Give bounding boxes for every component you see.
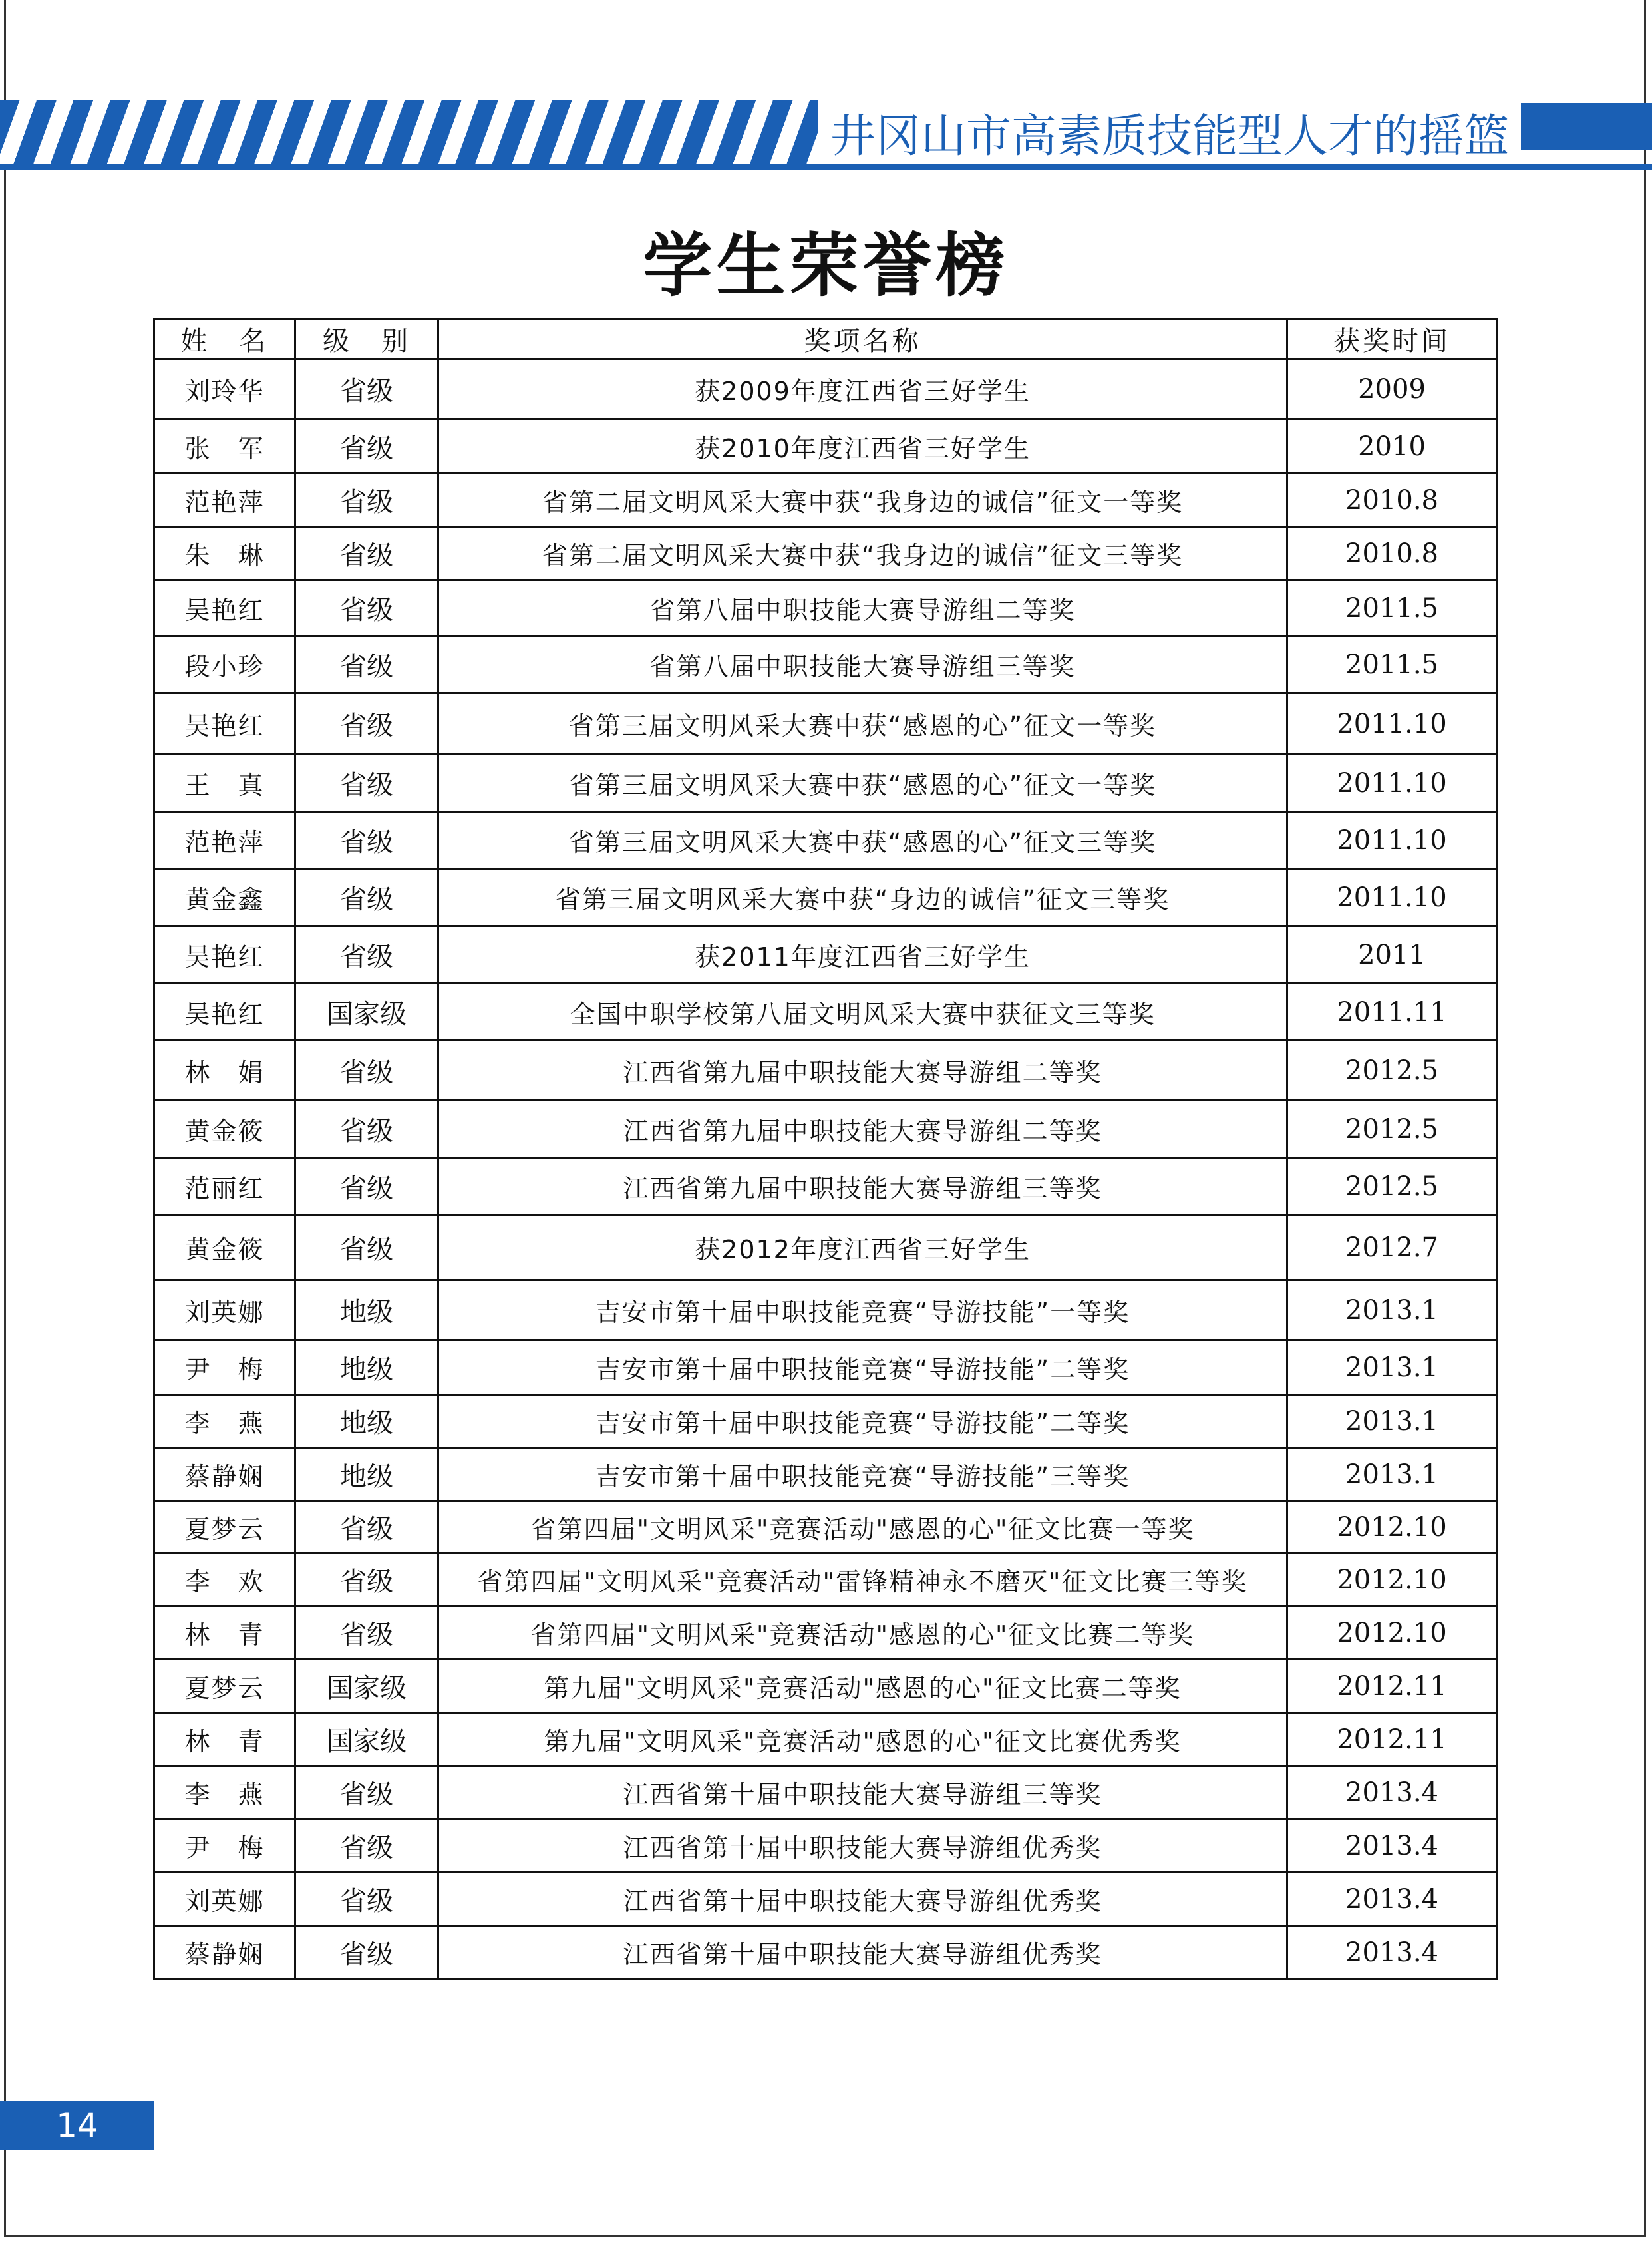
cell-award: 省第四届"文明风采"竞赛活动"雷锋精神永不磨灭"征文比赛三等奖 [438, 1553, 1287, 1606]
cell-name: 范艳萍 [154, 812, 295, 869]
cell-award: 吉安市第十届中职技能竞赛“导游技能”一等奖 [438, 1280, 1287, 1340]
cell-year: 2010 [1287, 419, 1497, 474]
table-row [154, 1280, 1497, 1340]
cell-year: 2012.5 [1287, 1158, 1497, 1215]
cell-year: 2012.11 [1287, 1713, 1497, 1766]
cell-name: 蔡静娴 [154, 1448, 295, 1501]
table-row [154, 527, 1497, 580]
cell-year: 2012.5 [1287, 1101, 1497, 1158]
cell-award: 江西省第十届中职技能大赛导游组优秀奖 [438, 1873, 1287, 1926]
table-header-row [154, 319, 1497, 359]
cell-award: 省第三届文明风采大赛中获“感恩的心”征文一等奖 [438, 693, 1287, 755]
cell-level: 省级 [295, 636, 438, 693]
table-row [154, 869, 1497, 926]
table-row [154, 1158, 1497, 1215]
cell-award: 省第二届文明风采大赛中获“我身边的诚信”征文一等奖 [438, 474, 1287, 527]
table-row [154, 1448, 1497, 1501]
table-row [154, 1926, 1497, 1979]
column-header-year: 获奖时间 [1287, 319, 1497, 359]
table-row [154, 636, 1497, 693]
table-row [154, 1340, 1497, 1395]
cell-level: 省级 [295, 926, 438, 984]
cell-name: 吴艳红 [154, 926, 295, 984]
column-header-name: 姓 名 [154, 319, 295, 359]
cell-name: 朱 琳 [154, 527, 295, 580]
table-row [154, 1501, 1497, 1553]
cell-award: 吉安市第十届中职技能竞赛“导游技能”三等奖 [438, 1448, 1287, 1501]
table-row [154, 755, 1497, 812]
cell-name: 刘玲华 [154, 359, 295, 419]
cell-year: 2010.8 [1287, 474, 1497, 527]
cell-level: 省级 [295, 419, 438, 474]
column-header-award: 奖项名称 [438, 319, 1287, 359]
cell-name: 吴艳红 [154, 580, 295, 636]
cell-year: 2011.10 [1287, 869, 1497, 926]
cell-year: 2013.4 [1287, 1873, 1497, 1926]
table-row [154, 1395, 1497, 1448]
cell-award: 江西省第十届中职技能大赛导游组优秀奖 [438, 1926, 1287, 1979]
cell-year: 2013.1 [1287, 1395, 1497, 1448]
cell-name: 林 娟 [154, 1041, 295, 1101]
cell-name: 尹 梅 [154, 1819, 295, 1873]
table-row [154, 1041, 1497, 1101]
cell-name: 吴艳红 [154, 693, 295, 755]
cell-year: 2013.1 [1287, 1280, 1497, 1340]
cell-name: 李 欢 [154, 1553, 295, 1606]
cell-award: 江西省第十届中职技能大赛导游组三等奖 [438, 1766, 1287, 1819]
cell-award: 全国中职学校第八届文明风采大赛中获征文三等奖 [438, 984, 1287, 1041]
cell-level: 省级 [295, 1501, 438, 1553]
header-stripe-band [0, 100, 822, 165]
cell-award: 获2011年度江西省三好学生 [438, 926, 1287, 984]
cell-level: 国家级 [295, 984, 438, 1041]
cell-name: 黄金筱 [154, 1215, 295, 1280]
cell-year: 2012.10 [1287, 1606, 1497, 1660]
cell-level: 省级 [295, 1553, 438, 1606]
cell-level: 省级 [295, 755, 438, 812]
cell-year: 2011.11 [1287, 984, 1497, 1041]
cell-level: 省级 [295, 359, 438, 419]
cell-award: 省第三届文明风采大赛中获“感恩的心”征文一等奖 [438, 755, 1287, 812]
cell-award: 江西省第九届中职技能大赛导游组二等奖 [438, 1101, 1287, 1158]
cell-award: 江西省第九届中职技能大赛导游组二等奖 [438, 1041, 1287, 1101]
cell-year: 2013.1 [1287, 1448, 1497, 1501]
cell-year: 2011.5 [1287, 580, 1497, 636]
cell-year: 2012.10 [1287, 1553, 1497, 1606]
cell-award: 省第八届中职技能大赛导游组三等奖 [438, 636, 1287, 693]
cell-award: 吉安市第十届中职技能竞赛“导游技能”二等奖 [438, 1340, 1287, 1395]
cell-year: 2011.10 [1287, 693, 1497, 755]
cell-year: 2011 [1287, 926, 1497, 984]
cell-award: 获2009年度江西省三好学生 [438, 359, 1287, 419]
table-row [154, 1660, 1497, 1713]
cell-award: 第九届"文明风采"竞赛活动"感恩的心"征文比赛优秀奖 [438, 1713, 1287, 1766]
cell-award: 第九届"文明风采"竞赛活动"感恩的心"征文比赛二等奖 [438, 1660, 1287, 1713]
page-number: 14 [0, 2101, 154, 2150]
cell-name: 黄金鑫 [154, 869, 295, 926]
cell-level: 省级 [295, 693, 438, 755]
table-row [154, 1606, 1497, 1660]
cell-award: 获2012年度江西省三好学生 [438, 1215, 1287, 1280]
cell-award: 吉安市第十届中职技能竞赛“导游技能”二等奖 [438, 1395, 1287, 1448]
header-rule [0, 164, 1652, 170]
cell-award: 省第二届文明风采大赛中获“我身边的诚信”征文三等奖 [438, 527, 1287, 580]
table-row [154, 1215, 1497, 1280]
cell-year: 2011.5 [1287, 636, 1497, 693]
cell-level: 省级 [295, 1606, 438, 1660]
table-row [154, 812, 1497, 869]
cell-award: 省第八届中职技能大赛导游组二等奖 [438, 580, 1287, 636]
cell-name: 夏梦云 [154, 1660, 295, 1713]
table-row [154, 359, 1497, 419]
cell-name: 蔡静娴 [154, 1926, 295, 1979]
cell-name: 张 军 [154, 419, 295, 474]
cell-year: 2013.4 [1287, 1766, 1497, 1819]
cell-name: 段小珍 [154, 636, 295, 693]
column-header-level: 级 别 [295, 319, 438, 359]
table-row [154, 1819, 1497, 1873]
honor-roll-table [153, 318, 1498, 1980]
cell-name: 李 燕 [154, 1766, 295, 1819]
table-row [154, 580, 1497, 636]
cell-level: 省级 [295, 1873, 438, 1926]
cell-name: 范丽红 [154, 1158, 295, 1215]
table-row [154, 1873, 1497, 1926]
cell-award: 江西省第十届中职技能大赛导游组优秀奖 [438, 1819, 1287, 1873]
cell-level: 省级 [295, 580, 438, 636]
table-row [154, 1101, 1497, 1158]
cell-name: 尹 梅 [154, 1340, 295, 1395]
cell-year: 2009 [1287, 359, 1497, 419]
header-title: 井冈山市高素质技能型人才的摇篮 [818, 100, 1521, 165]
cell-name: 林 青 [154, 1606, 295, 1660]
cell-year: 2012.5 [1287, 1041, 1497, 1101]
table-row [154, 693, 1497, 755]
cell-level: 省级 [295, 1926, 438, 1979]
cell-level: 地级 [295, 1395, 438, 1448]
table-row [154, 1713, 1497, 1766]
page-title: 学生荣誉榜 [643, 224, 1009, 306]
table-row [154, 984, 1497, 1041]
cell-level: 省级 [295, 1215, 438, 1280]
cell-year: 2013.1 [1287, 1340, 1497, 1395]
table-row [154, 926, 1497, 984]
cell-award: 省第三届文明风采大赛中获“身边的诚信”征文三等奖 [438, 869, 1287, 926]
cell-level: 省级 [295, 1101, 438, 1158]
cell-name: 王 真 [154, 755, 295, 812]
cell-award: 省第四届"文明风采"竞赛活动"感恩的心"征文比赛一等奖 [438, 1501, 1287, 1553]
cell-year: 2012.10 [1287, 1501, 1497, 1553]
cell-year: 2011.10 [1287, 812, 1497, 869]
cell-level: 省级 [295, 1041, 438, 1101]
cell-level: 省级 [295, 869, 438, 926]
cell-level: 国家级 [295, 1660, 438, 1713]
cell-level: 省级 [295, 1766, 438, 1819]
table-row [154, 474, 1497, 527]
cell-award: 省第三届文明风采大赛中获“感恩的心”征文三等奖 [438, 812, 1287, 869]
cell-name: 刘英娜 [154, 1873, 295, 1926]
cell-award: 获2010年度江西省三好学生 [438, 419, 1287, 474]
cell-year: 2012.11 [1287, 1660, 1497, 1713]
cell-name: 吴艳红 [154, 984, 295, 1041]
cell-name: 范艳萍 [154, 474, 295, 527]
table-row [154, 1766, 1497, 1819]
cell-level: 地级 [295, 1448, 438, 1501]
cell-level: 省级 [295, 474, 438, 527]
cell-year: 2012.7 [1287, 1215, 1497, 1280]
table-row [154, 419, 1497, 474]
cell-name: 夏梦云 [154, 1501, 295, 1553]
cell-level: 地级 [295, 1340, 438, 1395]
cell-level: 省级 [295, 1819, 438, 1873]
cell-level: 地级 [295, 1280, 438, 1340]
table-row [154, 1553, 1497, 1606]
cell-year: 2010.8 [1287, 527, 1497, 580]
cell-level: 省级 [295, 812, 438, 869]
cell-name: 黄金筱 [154, 1101, 295, 1158]
cell-level: 省级 [295, 1158, 438, 1215]
cell-award: 省第四届"文明风采"竞赛活动"感恩的心"征文比赛二等奖 [438, 1606, 1287, 1660]
cell-year: 2011.10 [1287, 755, 1497, 812]
cell-year: 2013.4 [1287, 1926, 1497, 1979]
cell-year: 2013.4 [1287, 1819, 1497, 1873]
cell-name: 林 青 [154, 1713, 295, 1766]
cell-level: 省级 [295, 527, 438, 580]
cell-level: 国家级 [295, 1713, 438, 1766]
cell-award: 江西省第九届中职技能大赛导游组三等奖 [438, 1158, 1287, 1215]
cell-name: 刘英娜 [154, 1280, 295, 1340]
cell-name: 李 燕 [154, 1395, 295, 1448]
